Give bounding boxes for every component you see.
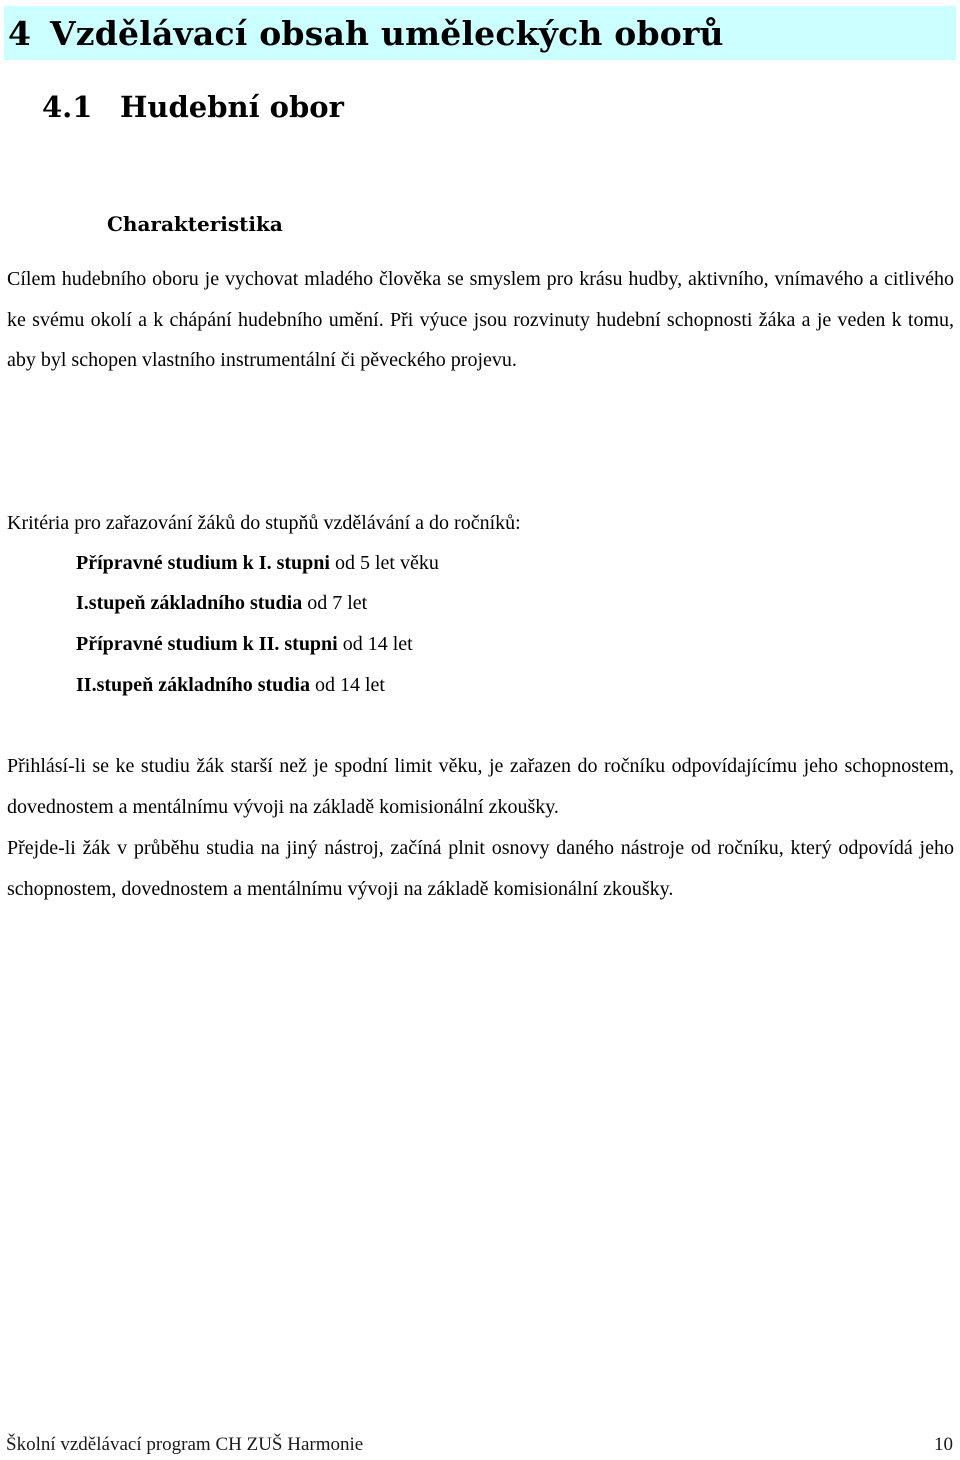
section-title: Hudební obor (120, 90, 344, 124)
criteria-item-level: II.stupeň základního studia (76, 674, 310, 696)
criteria-item (76, 628, 413, 660)
criteria-item-age: od 7 let (302, 592, 368, 614)
criteria-item (76, 669, 385, 701)
footer-page-number: 10 (934, 1434, 953, 1455)
criteria-item (76, 547, 439, 579)
criteria-item-level: Přípravné studium k II. stupni (76, 633, 338, 655)
enrollment-paragraph: Přihlásí-li se ke studiu žák starší než je spodní limit věku, je zařazen do ročníku odpovídajícímu jeho schopnostem, dovednostem a mentálnímu vývoji na základě komisionální zkoušky. (7, 755, 954, 818)
chapter-number: 4 (8, 14, 32, 53)
chapter-heading (8, 9, 724, 59)
criteria-item-age: od 14 let (309, 674, 385, 696)
subsection-heading: Charakteristika (107, 212, 283, 236)
chapter-title: Vzdělávací obsah uměleckých oborů (50, 14, 724, 53)
section-heading (42, 85, 344, 129)
criteria-item (76, 587, 367, 619)
section-number: 4.1 (42, 90, 93, 124)
criteria-item-level: I.stupeň základního studia (76, 592, 303, 614)
footer-document-title: Školní vzdělávací program CH ZUŠ Harmonie (6, 1434, 364, 1455)
instrument-change-paragraph: Přejde-li žák v průběhu studia na jiný nástroj, začíná plnit osnovy daného nástroje od ročníku, který odpovídá jeho schopnostem, dovednostem a mentálnímu vývoji na základě komisionální zkoušky. (7, 837, 954, 900)
criteria-item-level: Přípravné studium k I. stupni (76, 552, 330, 574)
criteria-item-age: od 14 let (337, 633, 413, 655)
characteristics-paragraph: Cílem hudebního oboru je vychovat mladého člověka se smyslem pro krásu hudby, aktivního, vnímavého a citlivého ke svému okolí a k chápání hudebního umění. Při výuce jsou rozvinuty hudební schopnosti žáka a je veden k tomu, aby byl schopen vlastního instrumentální či pěveckého projevu. (7, 268, 954, 371)
criteria-intro: Kritéria pro zařazování žáků do stupňů vzdělávání a do ročníků: (7, 512, 521, 534)
criteria-item-age: od 5 let věku (329, 552, 439, 574)
